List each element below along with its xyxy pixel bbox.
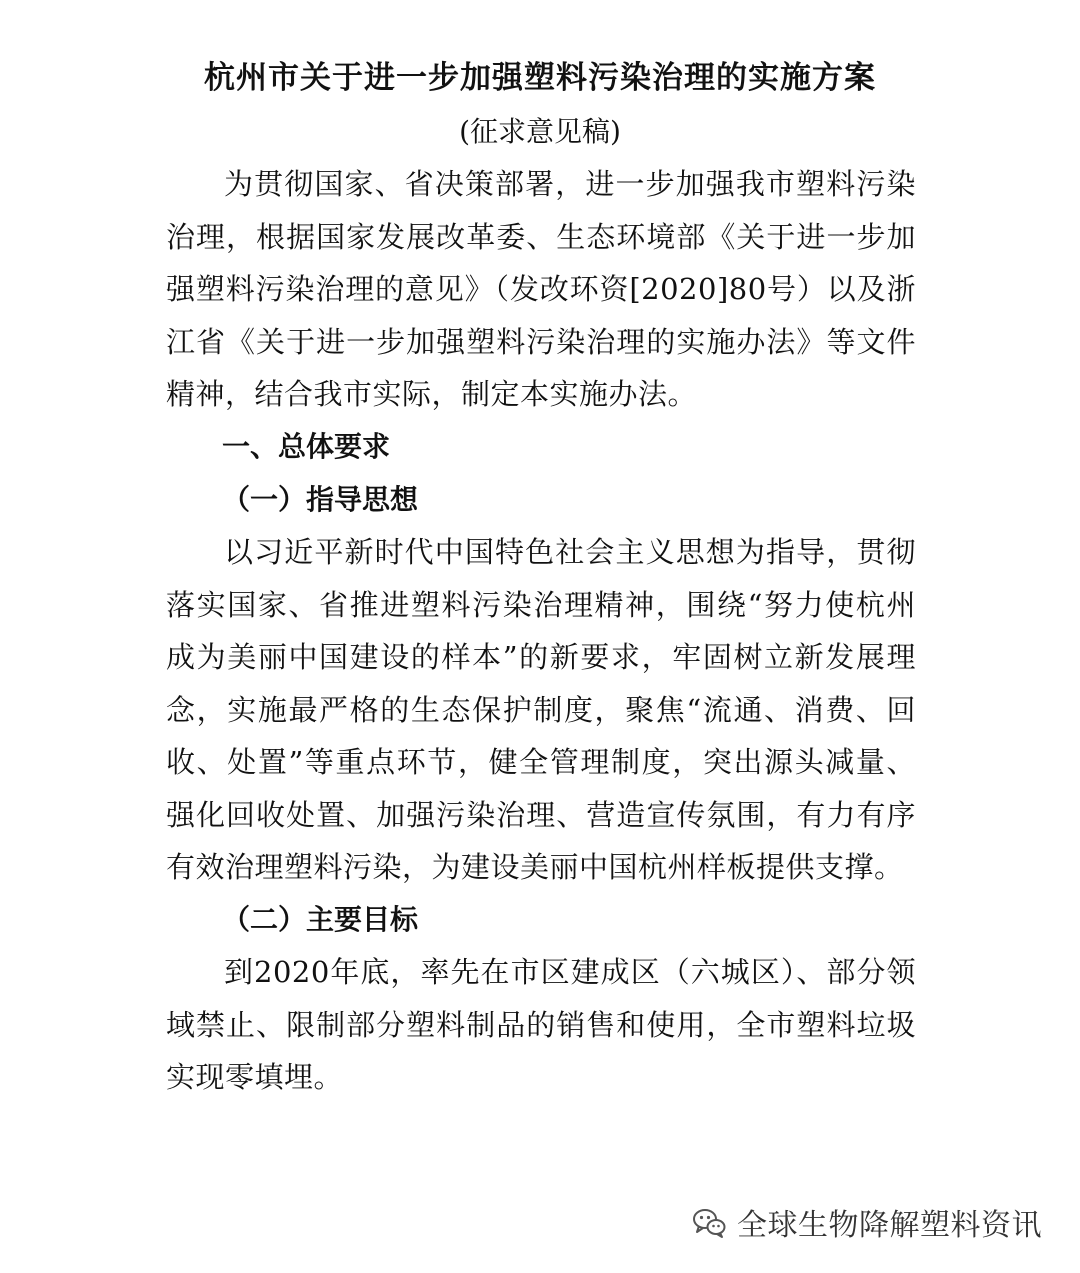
- document-subtitle: (征求意见稿): [459, 115, 621, 148]
- intro-paragraph: 为贯彻国家、省决策部署，进一步加强我市塑料污染治理，根据国家发展改革委、生态环境部《关于进一步加强塑料污染治理的意见》（发改环资[2020]80号）以及浙江省《关于进一步加强塑料污染治理的实施办法》等文件精神，结合我市实际，制定本实施办法。: [166, 167, 916, 411]
- subsection-heading-main-goals: （二）主要目标: [222, 903, 419, 936]
- guiding-ideology-paragraph: 以习近平新时代中国特色社会主义思想为指导，贯彻落实国家、省推进塑料污染治理精神，围绕“努力使杭州成为美丽中国建设的样本”的新要求，牢固树立新发展理念，实施最严格的生态保护制度，聚焦“流通、消费、回收、处置”等重点环节，健全管理制度，突出源头减量、强化回收处置、加强污染治理、营造宣传氛围，有力有序有效治理塑料污染，为建设美丽中国杭州样板提供支撑。: [166, 535, 916, 884]
- document-title: 杭州市关于进一步加强塑料污染治理的实施方案: [204, 60, 876, 96]
- watermark-text: 全球生物降解塑料资讯: [737, 1208, 1042, 1243]
- subsection-heading-guiding-ideology: （一）指导思想: [222, 483, 419, 516]
- wechat-icon: [691, 1204, 727, 1240]
- section-heading-general-requirements: 一、总体要求: [222, 430, 391, 463]
- watermark: [691, 1198, 1042, 1246]
- main-goals-paragraph: 到2020年底，率先在市区建成区（六城区）、部分领域禁止、限制部分塑料制品的销售和使用，全市塑料垃圾实现零填埋。: [166, 955, 916, 1094]
